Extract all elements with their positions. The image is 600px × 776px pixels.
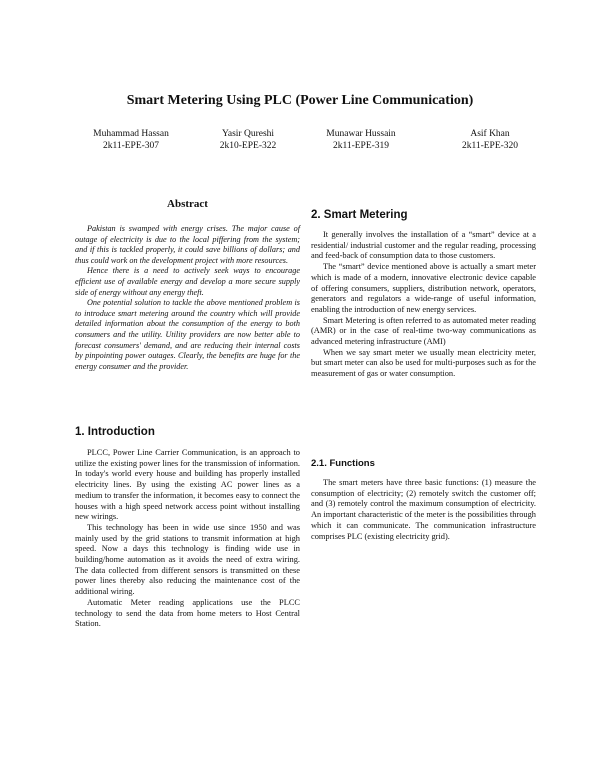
author-block xyxy=(425,128,555,152)
author-id: 2k11-EPE-320 xyxy=(461,141,519,151)
author-block xyxy=(66,128,196,152)
author-name: Yasir Qureshi xyxy=(221,129,275,139)
introduction-paragraph: PLCC, Power Line Carrier Communication, is an approach to utilize the existing power lines for the transmission of information. In today's world every house and building has properly installed electricity lines. By using the existing AC power lines as a medium to transfer the information, it becomes easy to connect the houses with a high speed network access point without installing new wirings. xyxy=(75,448,300,522)
smart-metering-paragraph: Smart Metering is often referred to as automated meter reading (AMR) or in the case of real-time two-way communications as advanced metering infrastructure (AMI) xyxy=(311,315,536,347)
paper-title: Smart Metering Using PLC (Power Line Communication) xyxy=(126,93,474,108)
author-id: 2k10-EPE-322 xyxy=(219,141,277,151)
smart-metering-paragraph: It generally involves the installation of a “smart” device at a residential/ industrial customer and the regular reading, processing and feed-back of consumption data to those customers. xyxy=(311,230,536,261)
introduction-heading: 1. Introduction xyxy=(75,426,155,438)
author-id: 2k11-EPE-307 xyxy=(102,141,160,151)
author-name: Muhammad Hassan xyxy=(93,129,169,139)
introduction-paragraph: This technology has been in wide use since 1950 and was mainly used by the grid stations to transmit information at high speed. Now a days this technology is finding wide use in building/home automation as it avoids the need of extra wiring. The data collected from different sensors is transmitted on these power lines thereby also reducing the maintenance cost of the additional wiring. xyxy=(75,522,300,597)
abstract-heading: Abstract xyxy=(167,198,208,210)
functions-paragraph: The smart meters have three basic functions: (1) measure the consumption of electricity; (2) remotely switch the customer off; and (3) remotely control the maximum consumption of electricity. An important characteristic of the meter is the possibilities through which it can communicate. The communication infrastructure comprises PLC (existing electricity grid). xyxy=(311,478,536,541)
functions-heading: 2.1. Functions xyxy=(311,458,375,469)
author-name: Asif Khan xyxy=(470,129,510,139)
abstract-paragraph: Pakistan is swamped with energy crises. The major cause of outage of electricity is due to the local piffering from the system; and if this is tackled properly, it could save billions of dollars; and thus could work on the development project with more resources. xyxy=(75,224,300,265)
author-id: 2k11-EPE-319 xyxy=(332,141,390,151)
smart-metering-paragraph: When we say smart meter we usually mean electricity meter, but smart meter can also be used for multi-purposes such as for the measurement of gas or water consumption. xyxy=(311,347,536,379)
smart-metering-body xyxy=(311,230,536,380)
author-block xyxy=(296,128,426,152)
author-name: Munawar Hussain xyxy=(326,129,396,139)
abstract-paragraph: Hence there is a need to actively seek ways to encourage efficient use of available energy and develop a more secure supply side of energy without any energy theft. xyxy=(75,266,300,297)
introduction-body xyxy=(75,448,300,630)
abstract-body xyxy=(75,224,300,372)
author-block xyxy=(183,128,313,152)
smart-metering-paragraph: The “smart” device mentioned above is actually a smart meter which is made of a modern, innovative electronic device capable of offering consumers, suppliers, distribution network, operators, generators and regulators a wide-range of useful information, enabling the introduction of new energy services. xyxy=(311,262,536,314)
introduction-paragraph: Automatic Meter reading applications use the PLCC technology to send the data from home meters to Host Central Station. xyxy=(75,597,300,629)
abstract-paragraph: One potential solution to tackle the above mentioned problem is to introduce smart metering around the country which will provide detailed information about the consumption of the energy to both consumers and the utility. Utility providers are now better able to forecast consumers' demand, and are reducing their internal costs by pinpointing power outages. Clearly, the benefits are huge for the energy consumer and the provider. xyxy=(75,298,300,371)
smart-metering-heading: 2. Smart Metering xyxy=(311,209,408,221)
functions-body xyxy=(311,478,536,542)
